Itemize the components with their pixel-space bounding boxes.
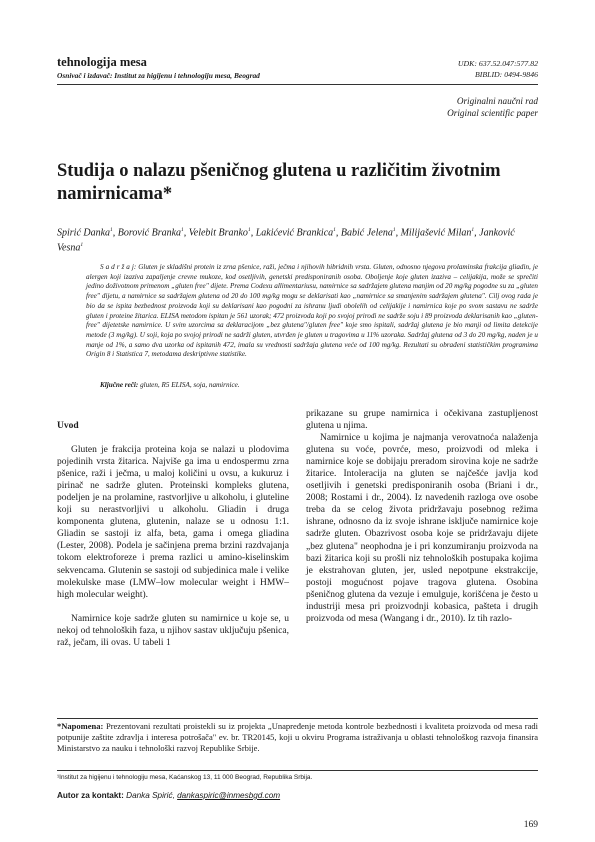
affiliation-footnote: ¹Institut za higijenu i tehnologiju mesa, Kaćanskog 13, 11 000 Beograd, Republika Srbija. [57, 774, 313, 781]
article-title: Studija o nalazu pšeničnog glutena u različitim životnim namirnicama* [57, 161, 501, 204]
section-heading-uvod: Uvod [57, 421, 79, 431]
project-note [57, 721, 538, 754]
udk-block [458, 58, 538, 80]
paper-type-sr: Originalni naučni rad [456, 96, 538, 106]
paragraph: Gluten je frakcija proteina koja se nalazi u plodovima pojedinih vrsta žitarica. Najviše ga ima u endospermu zrna pšenice, raži i ječma, u maloj količini u ovsu, a kukuruz i pirinač ne sadrže gluten. Proteinski kompleks glutena, podeljen je na prolamine, rastvorljive u alkoholu, i gluteline koji su nerastvorljivi u alkoholu. Gliadin i druga komponenta glutena, glutenin, nalaze se u odnosu 1:1. Gliadin se sastoji iz alfa, beta, gama i omega gliadina (Lester, 2008). Podela je sačinjena prema brzini razdvajanja tokom elektroforeze i prema razlici u amino-kiselinskim sekvencama. Glutenin se sastoji od subjedinica male i velike molekulske mase (LMW–low molecular weight i HMW–high molecular weight). [57, 445, 289, 600]
footnote-rule [57, 770, 538, 771]
keywords-list: gluten, R5 ELISA, soja, namirnice. [138, 381, 240, 389]
note-label: *Napomena: [57, 721, 104, 731]
journal-name: tehnologija mesa [57, 55, 147, 69]
note-text: Prezentovani rezultati proistekli su iz projekta „Unapređenje metoda kontrole bezbednosti i kvaliteta proizvoda od mesa radi potpunije zaštite zdravlja i interesa potrošača" ev. br. TR20145, koji u okviru Programa istraživanja u oblasti tehnološkog razvoja finansira Ministarstvo za nauku i tehnološki razvoj Republike Srbije. [57, 721, 538, 754]
paragraph: Namirnice u kojima je najmanja verovatnoća nalaženja glutena su voće, povrće, meso, proizvodi od mleka i namirnice koje se dobijaju preradom sirovina koje ne sadrže žitarice. Intoleracija na gluten se najčešće javlja kod osetljivih i genetski predisponiranih osoba (Briani i dr., 2008; Rostami i dr., 2004). Iz navedenih razloga ove osobe treba da se celog života pridržavaju posebnog režima ishrane, odnosno da iz svoje ishrane isključe namirnice koje sadrže gluten. Obazrivost osoba koje se pridržavaju dijete „bez glutena" neophodna je i pri konzumiranju proizvoda na bazi žitarica koji su prošli niz tehnoloških postupaka kojima je ekstrahovan gluten, jer, usled nepotpune ekstrakcije, postoji mogućnost pojave tragova glutena. Osobina pšeničnog glutena da vezuje i emulguje, korišćena je često u industriji mesa pri proizvodnji kobasica, pašteta i drugih proizvoda od mesa (Wangang i dr., 2010). Iz tih razlo- [306, 433, 538, 624]
paragraph: Namirnice koje sadrže gluten su namirnice u koje se, u nekoj od tehnoloških faza, u njihov sastav uključuju pšenica, raž, ječam, ili ovas. U tabeli 1 [57, 613, 289, 648]
abstract: S a d r ž a j: Gluten je skladišni protein iz zrna pšenice, raži, ječma i njihovih hibridnih vrsta. Gluten, odnosno njegova prolaminska frakcija gliadin, je alergen koji izaziva zapaljenje crevne mukoze, kod osetljivih, genetski predisponiranih osoba. Oboljenje koje gluten izaziva – celijakija, može se sprečiti jedino doživotnom primenom „gluten free" dijete. Prema Codexu allimentariusu, namirnice sa sadržajem glutena manjim od 20 mg/kg pogodne su za „gluten free" dijetu, a namirnice sa sadržajem glutena od 20 do 100 mg/kg mogu se deklarisati kao „namirnice sa smanjenim sadržajem glutena". Cilj ovog rada je bio da se ispita bezbednost proizvoda koji su deklarisani kao pogodni za ishranu ljudi obolelih od celijakije i namirnica koje po svom sastavu ne sadrže gluten i proteine žitarica. ELISA metodom ispitan je 561 uzorak; 472 proizvoda koji po svojoj prirodi ne sadrže soju i 89 proizvoda deklarisanih kao „gluten-free" dijetetske namirnice. U svim uzorcima sa deklaracijom „bez glutena"/gluten free" koje smo ispitali, sadržaj glutena je bio manji od limita detekcije metode (3 mg/kg). U soji, koja po svojoj prirodi ne sadrži gluten, utvrđen je gluten u tragovima u 11% uzoraka. Sadržaj glutena od 3 do 20 mg/kg, naden je u manje od 1%, a samo dva uzorka od ispitanih 472, imala su vrednosti sadržaja glutena veće od 100 mg/kg. Rezultati su obrađeni statističkim programima Origin 8 i Statistica 7, metodama deskriptivne statistike. [86, 263, 538, 359]
note-rule [57, 718, 538, 719]
contact-name: Danka Spirić, [123, 791, 178, 800]
keywords [100, 380, 530, 390]
paragraph: prikazane su grupe namirnica i očekivana zastupljenost glutena u njima. [306, 409, 538, 432]
contact-label: Autor za kontakt: [57, 791, 124, 800]
publisher-line: Osnivač i izdavač: Institut za higijenu i tehnologiju mesa, Beograd [57, 71, 260, 80]
contact-author [57, 791, 280, 800]
left-column [57, 408, 289, 649]
paper-type [447, 95, 538, 119]
contact-email-link[interactable]: dankaspiric@inmesbgd.com [177, 791, 281, 800]
header-rule [57, 84, 538, 85]
page-number: 169 [523, 820, 538, 830]
paper-type-en: Original scientific paper [447, 108, 538, 118]
keywords-label: Ključne reči: [100, 381, 139, 389]
biblid-code: BIBLID: 0494-9846 [474, 70, 538, 79]
udk-code: UDK: 637.52.047:577.82 [457, 59, 538, 68]
right-column [306, 408, 538, 625]
author-list: Spirić Danka$^1$, Borović Branka$^1$, Velebit Branko$^1$, Lakićević Brankica$^1$, Babić Jelena$^1$, Milijašević Milan$^1$, Janković Vesna$^1$ [57, 227, 515, 254]
